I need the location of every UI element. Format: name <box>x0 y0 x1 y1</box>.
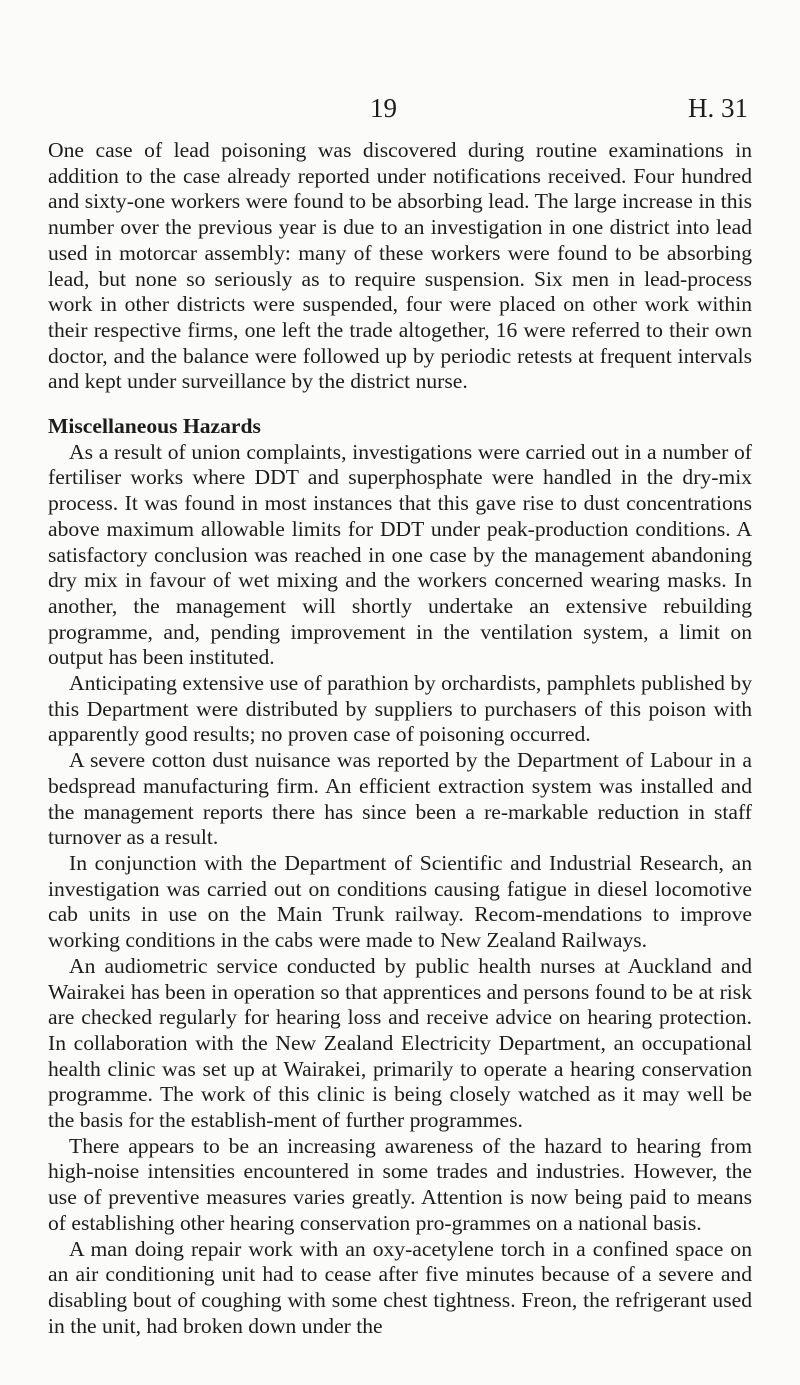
paragraph-parathion: Anticipating extensive use of parathion by orchardists, pamphlets published by this Department were distributed by suppliers to purchasers of this poison with apparently good results; no proven case of poisoning occurred. <box>48 671 752 747</box>
paragraph-cotton-dust: A severe cotton dust nuisance was reported by the Department of Labour in a bedspread manufacturing firm. An efficient extraction system was installed and the management reports there has since been a re-markable reduction in staff turnover as a result. <box>48 748 752 850</box>
paragraph-locomotive: In conjunction with the Department of Scientific and Industrial Research, an investigation was carried out on conditions causing fatigue in diesel locomotive cab units in use on the Main Trunk railway. Recom-mendations to improve working conditions in the cabs were made to New Zealand Railways. <box>48 850 752 953</box>
paragraph-fertiliser: As a result of union complaints, investigations were carried out in a number of fertiliser works where DDT and superphosphate were handled in the dry-mix process. It was found in most instances that this gave rise to dust concentrations above maximum allowable limits for DDT under peak-production conditions. A satisfactory conclusion was reached in one case by the management abandoning dry mix in favour of wet mixing and the workers concerned wearing masks. In another, the management will shortly undertake an extensive rebuilding programme, and, pending improvement in the ventilation system, a limit on output has been instituted. <box>48 439 752 670</box>
document-reference: H. 31 <box>688 93 748 123</box>
intro-paragraph: One case of lead poisoning was discovered during routine examinations in addition to the case already reported under notifications received. Four hundred and sixty-one workers were found to be absorbing lead. The large increase in this number over the previous year is due to an investigation in one district into lead used in motorcar assembly: many of these workers were found to be absorbing lead, but none so seriously as to require suspension. Six men in lead-process work in other districts were suspended, four were placed on other work within their respective firms, one left the trade altogether, 16 were referred to their own doctor, and the balance were followed up by periodic retests at frequent intervals and kept under surveillance by the district nurse. <box>48 138 752 394</box>
page-number: 19 <box>370 93 397 123</box>
paragraph-freon: A man doing repair work with an oxy-acetylene torch in a confined space on an air conditioning unit had to cease after five minutes because of a severe and disabling bout of coughing with some chest tightness. Freon, the refrigerant used in the unit, had broken down under the <box>48 1236 752 1338</box>
paragraph-hearing-awareness: There appears to be an increasing awareness of the hazard to hearing from high-noise intensities encountered in some trades and industries. However, the use of preventive measures varies greatly. Attention is now being paid to means of establishing other hearing conservation pro-grammes on a national basis. <box>48 1133 752 1235</box>
paragraph-audiometric: An audiometric service conducted by public health nurses at Auckland and Wairakei has been in operation so that apprentices and persons found to be at risk are checked regularly for hearing loss and receive advice on hearing protection. In collaboration with the New Zealand Electricity Department, an occupational health clinic was set up at Wairakei, primarily to operate a hearing conservation programme. The work of this clinic is being closely watched as it may well be the basis for the establish-ment of further programmes. <box>48 953 752 1133</box>
page-header <box>0 88 800 128</box>
section-heading: Miscellaneous Hazards <box>48 414 261 439</box>
page-body <box>48 138 752 1339</box>
